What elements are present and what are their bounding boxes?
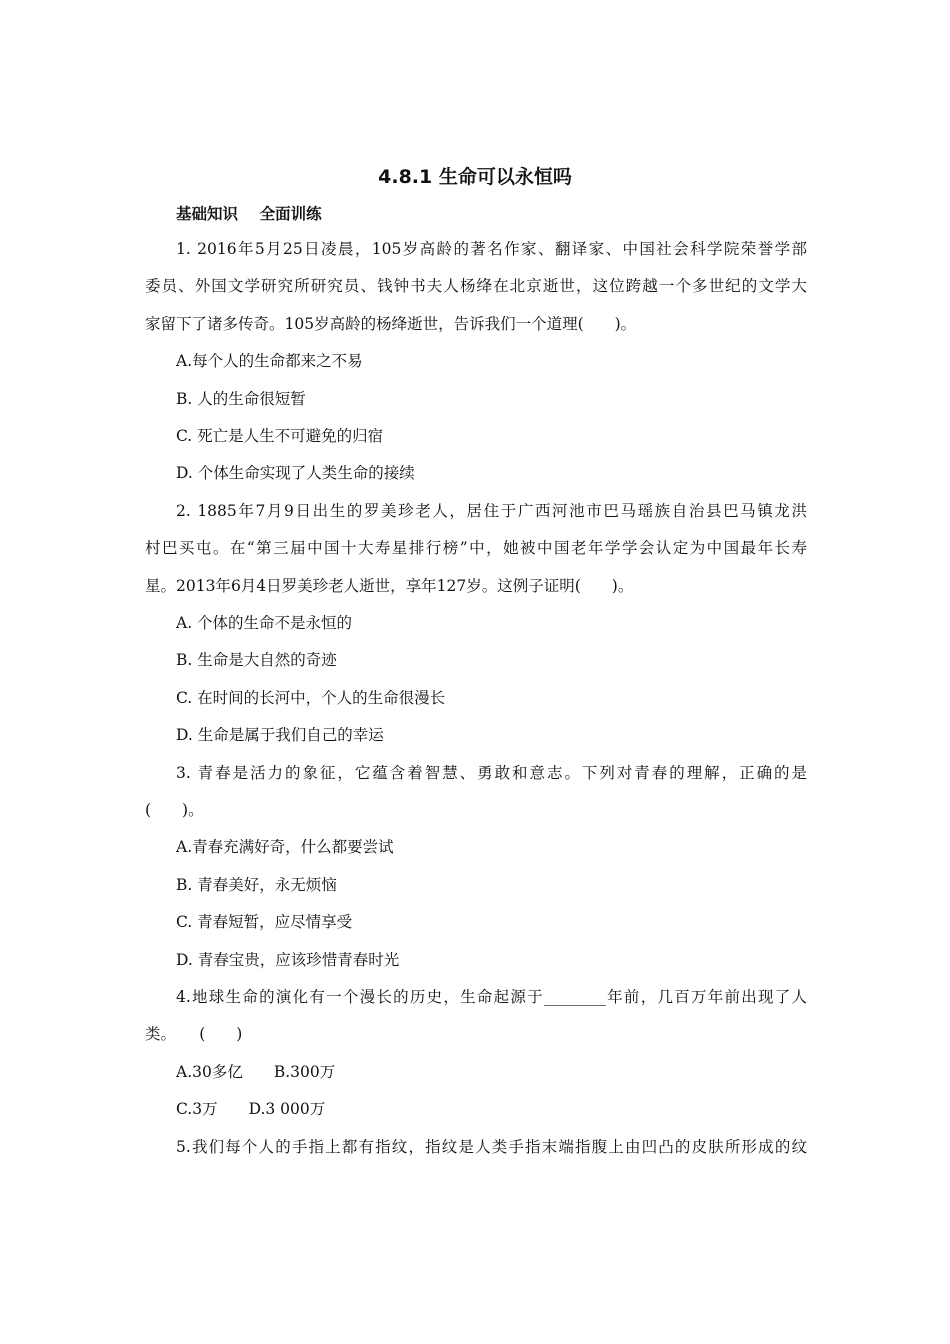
- text-line: C. 死亡是人生不可避免的归宿: [176, 427, 384, 445]
- text-line: 4.地球生命的演化有一个漫长的历史，生命起源于________年前，几百万年前出现了人: [176, 988, 807, 1006]
- text-line: B. 青春美好，永无烦恼: [176, 875, 337, 894]
- document-title: 4.8.1 生命可以永恒吗: [378, 166, 572, 188]
- text-line: 类。 ( ): [145, 1025, 243, 1044]
- text-line: 3. 青春是活力的象征，它蕴含着智慧、勇敢和意志。下列对青春的理解，正确的是: [176, 763, 807, 782]
- text-line: A.30多亿 B.300万: [176, 1062, 336, 1081]
- text-line: A. 个体的生命不是永恒的: [176, 614, 353, 632]
- text-line: 2. 1885年7月9日出生的罗美珍老人，居住于广西河池市巴马瑶族自治县巴马镇龙洪: [176, 501, 807, 520]
- text-line: C. 在时间的长河中，个人的生命很漫长: [176, 688, 446, 707]
- text-line: D. 生命是属于我们自己的幸运: [176, 726, 384, 745]
- text-line: A.每个人的生命都来之不易: [176, 352, 363, 371]
- text-line: 1. 2016年5月25日凌晨，105岁高龄的著名作家、翻译家、中国社会科学院荣誉学部: [176, 240, 807, 258]
- section-heading: 基础知识 全面训练: [176, 205, 322, 223]
- text-line: 5.我们每个人的手指上都有指纹，指纹是人类手指末端指腹上由凹凸的皮肤所形成的纹: [176, 1137, 807, 1156]
- text-line: D. 个体生命实现了人类生命的接续: [176, 464, 415, 483]
- text-line: D. 青春宝贵，应该珍惜青春时光: [176, 950, 400, 969]
- text-line: A.青春充满好奇，什么都要尝试: [176, 838, 394, 857]
- text-line: C.3万 D.3 000万: [176, 1100, 326, 1119]
- text-line: 村巴买屯。在“第三届中国十大寿星排行榜”中，她被中国老年学学会认定为中国最年长寿: [145, 539, 807, 558]
- text-line: C. 青春短暂，应尽情享受: [176, 913, 353, 932]
- text-line: B. 人的生命很短暂: [176, 389, 306, 408]
- text-line: B. 生命是大自然的奇迹: [176, 651, 337, 670]
- text-line: 家留下了诸多传奇。105岁高龄的杨绛逝世，告诉我们一个道理( )。: [145, 314, 637, 333]
- text-line: ( )。: [145, 801, 204, 819]
- text-line: 委员、外国文学研究所研究员、钱钟书夫人杨绛在北京逝世，这位跨越一个多世纪的文学大: [145, 277, 807, 296]
- text-line: 星。2013年6月4日罗美珍老人逝世，享年127岁。这例子证明( )。: [145, 576, 634, 595]
